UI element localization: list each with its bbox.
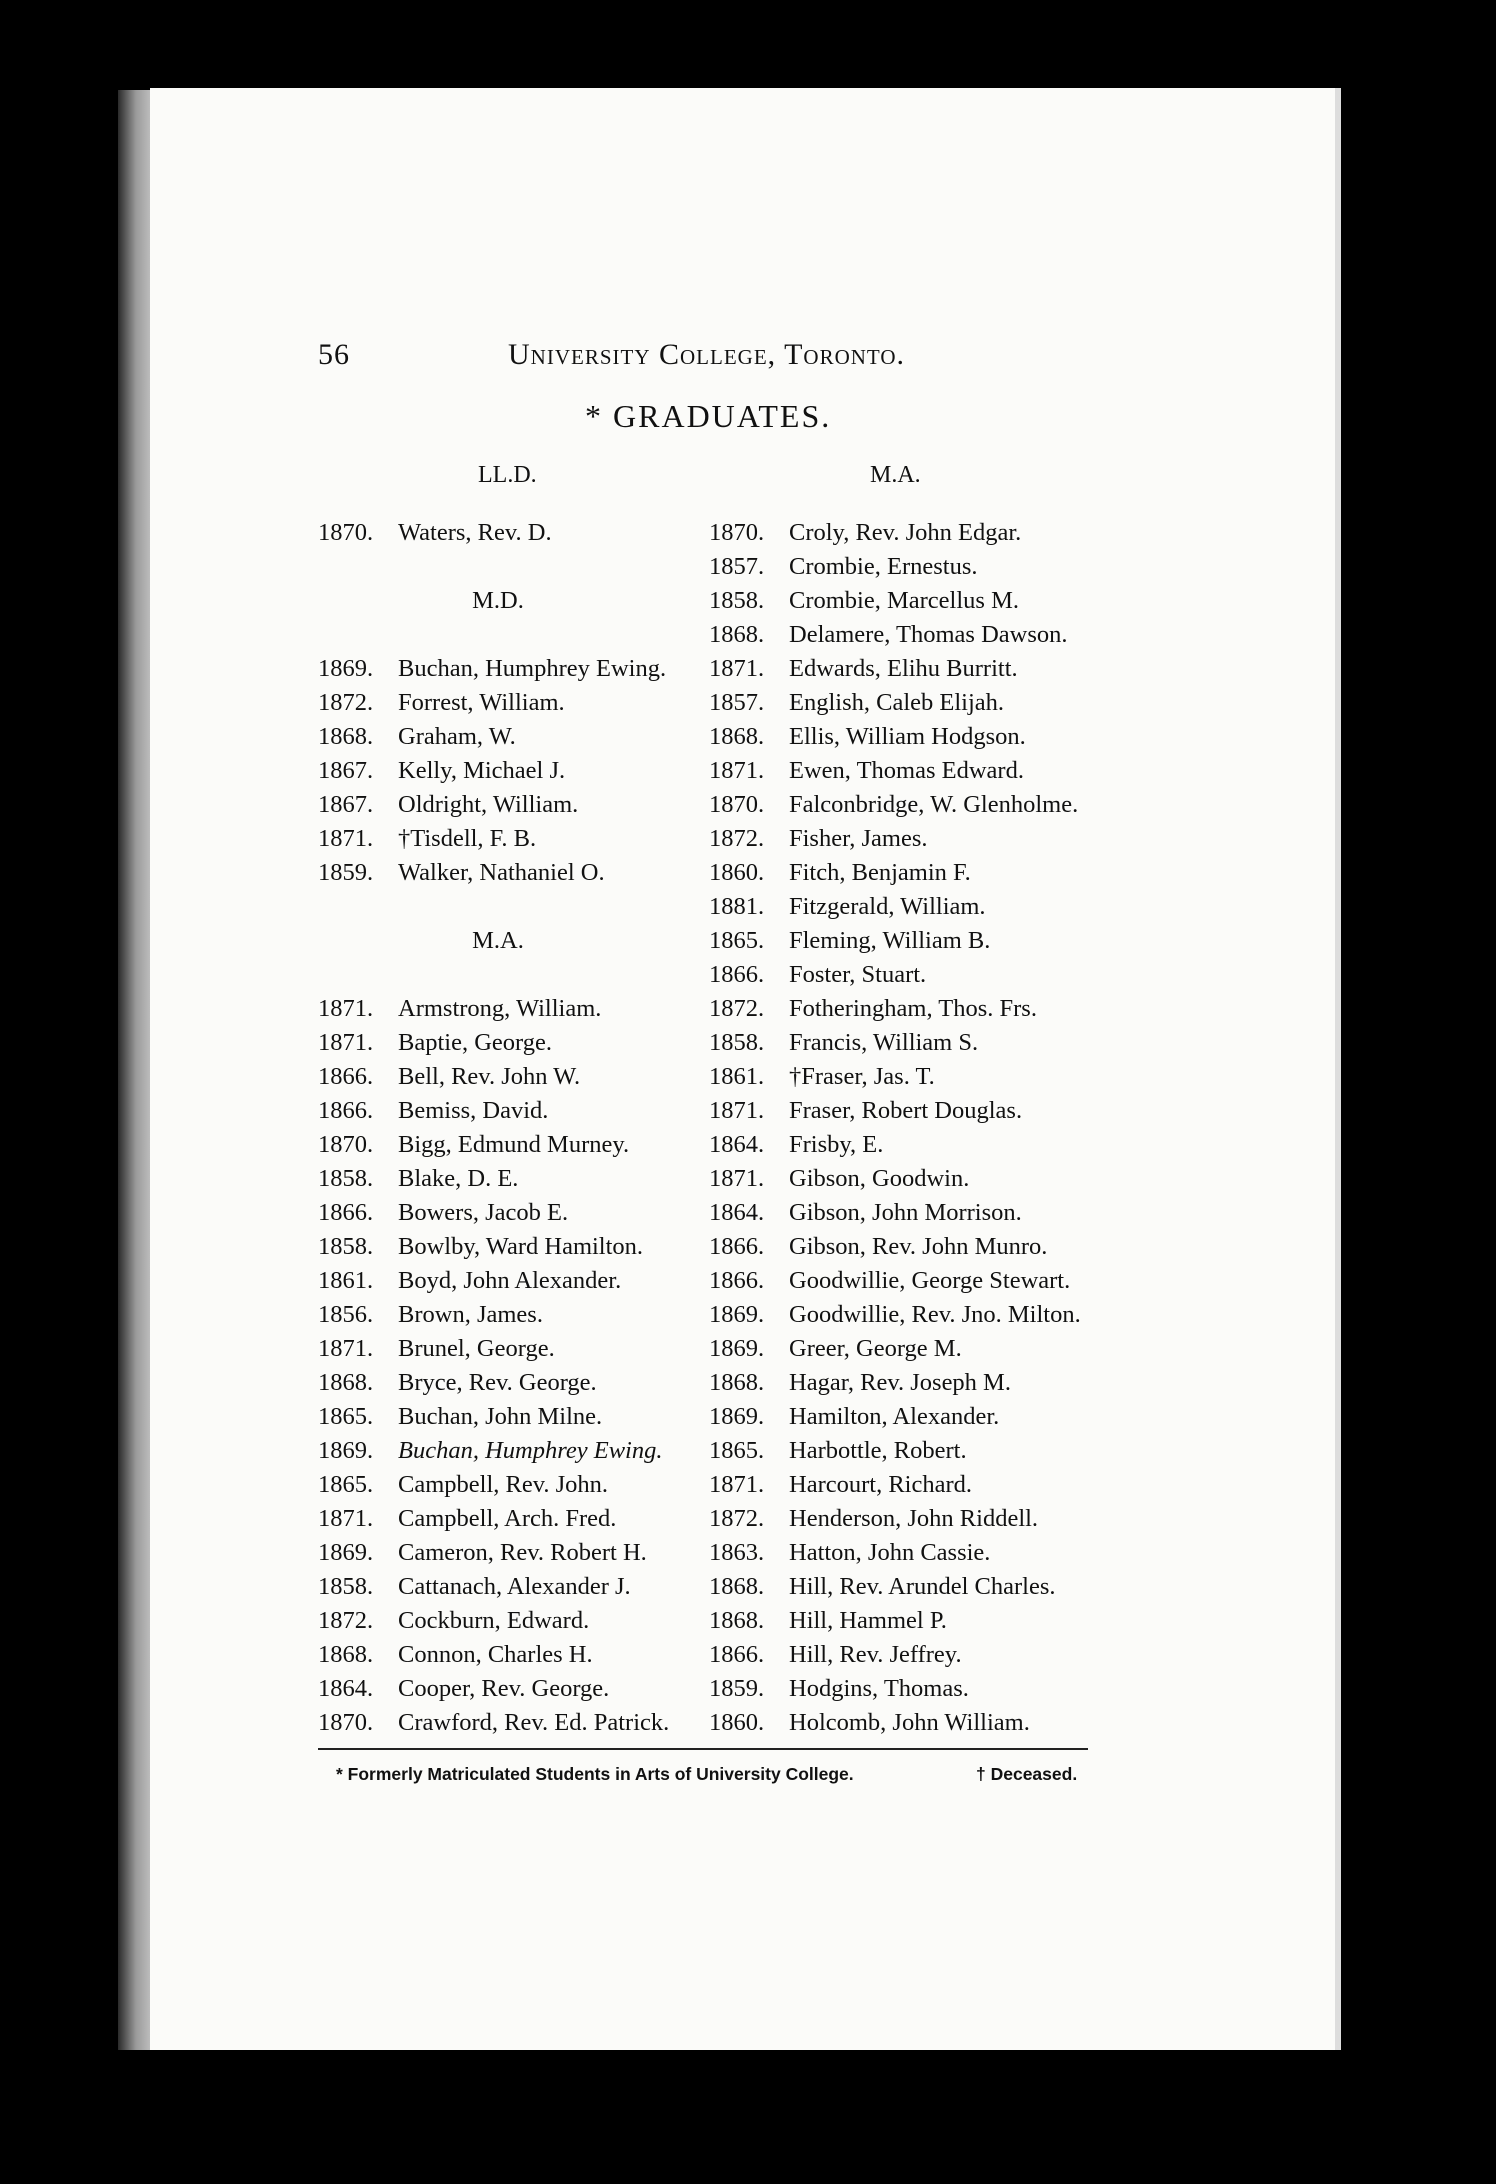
graduation-year: 1866. (318, 1199, 374, 1226)
graduate-name: Campbell, Arch. Fred. (398, 1505, 617, 1532)
facing-page-edge (1335, 88, 1496, 2050)
graduate-entry (709, 1502, 1109, 1536)
graduation-year: 1870. (318, 519, 374, 546)
graduate-name: Crawford, Rev. Ed. Patrick. (398, 1709, 670, 1736)
graduate-entry (709, 1366, 1109, 1400)
graduate-entry (318, 1604, 698, 1638)
graduate-name: Connon, Charles H. (398, 1641, 593, 1668)
graduation-year: 1868. (709, 1607, 765, 1634)
graduation-year: 1869. (709, 1335, 765, 1362)
graduation-year: 1866. (318, 1063, 374, 1090)
graduate-entry (709, 1604, 1109, 1638)
graduation-year: 1865. (318, 1403, 374, 1430)
graduation-year: 1858. (318, 1233, 374, 1260)
graduation-year: 1869. (318, 1437, 374, 1464)
graduate-name: Oldright, William. (398, 791, 579, 818)
graduate-entry (318, 992, 698, 1026)
graduate-name: †Tisdell, F. B. (398, 825, 537, 852)
graduation-year: 1866. (709, 961, 765, 988)
graduate-entry (709, 1672, 1109, 1706)
graduate-entry (709, 1196, 1109, 1230)
graduation-year: 1868. (709, 621, 765, 648)
graduation-year: 1860. (709, 1709, 765, 1736)
graduate-entry (709, 856, 1109, 890)
graduation-year: 1857. (709, 553, 765, 580)
graduate-entry (318, 1502, 698, 1536)
graduate-name: Fisher, James. (789, 825, 928, 852)
graduate-entry (709, 788, 1109, 822)
graduate-name: Blake, D. E. (398, 1165, 519, 1192)
graduate-name: Goodwillie, George Stewart. (789, 1267, 1071, 1294)
graduation-year: 1871. (318, 1029, 374, 1056)
graduate-entry (318, 516, 698, 550)
graduate-name: Fotheringham, Thos. Frs. (789, 995, 1037, 1022)
graduate-name: Cattanach, Alexander J. (398, 1573, 631, 1600)
graduate-entry (318, 1570, 698, 1604)
graduate-entry (709, 584, 1109, 618)
graduate-entry (709, 1638, 1109, 1672)
graduate-entry (318, 1434, 698, 1468)
graduate-name: Brown, James. (398, 1301, 543, 1328)
graduate-entry (318, 1162, 698, 1196)
graduate-entry (709, 1434, 1109, 1468)
graduate-entry (318, 1366, 698, 1400)
heading-md: M.D. (472, 587, 524, 614)
graduate-name: Bell, Rev. John W. (398, 1063, 581, 1090)
graduate-entry (709, 516, 1109, 550)
graduate-entry (709, 1060, 1109, 1094)
running-title: University College, Toronto. (508, 338, 906, 371)
graduate-name: Hill, Rev. Jeffrey. (789, 1641, 962, 1668)
graduation-year: 1861. (709, 1063, 765, 1090)
graduate-entry (709, 1162, 1109, 1196)
graduate-name: Delamere, Thomas Dawson. (789, 621, 1068, 648)
graduate-entry (709, 618, 1109, 652)
graduate-name: Greer, George M. (789, 1335, 962, 1362)
graduate-name: Ewen, Thomas Edward. (789, 757, 1024, 784)
graduate-entry (318, 1536, 698, 1570)
graduate-name: Foster, Stuart. (789, 961, 927, 988)
graduate-name: Cooper, Rev. George. (398, 1675, 610, 1702)
graduation-year: 1866. (709, 1641, 765, 1668)
graduate-name: Harcourt, Richard. (789, 1471, 972, 1498)
graduate-entry (318, 754, 698, 788)
footnote (336, 1764, 1078, 1785)
graduation-year: 1869. (318, 1539, 374, 1566)
graduate-name: Bemiss, David. (398, 1097, 549, 1124)
graduation-year: 1867. (318, 757, 374, 784)
graduate-name: Armstrong, William. (398, 995, 602, 1022)
graduate-name: Buchan, Humphrey Ewing. (398, 1437, 663, 1464)
graduate-entry (318, 1400, 698, 1434)
graduate-entry (318, 1298, 698, 1332)
graduation-year: 1870. (709, 519, 765, 546)
graduate-name: Buchan, John Milne. (398, 1403, 603, 1430)
graduate-entry (318, 1638, 698, 1672)
graduation-year: 1871. (709, 655, 765, 682)
graduate-entry (709, 924, 1109, 958)
graduate-name: Ellis, William Hodgson. (789, 723, 1026, 750)
graduate-name: Cockburn, Edward. (398, 1607, 590, 1634)
graduate-entry (709, 1264, 1109, 1298)
graduate-entry (709, 1332, 1109, 1366)
graduate-name: English, Caleb Elijah. (789, 689, 1005, 716)
heading-lld: LL.D. (478, 462, 537, 488)
graduate-name: Gibson, John Morrison. (789, 1199, 1022, 1226)
graduate-name: Bryce, Rev. George. (398, 1369, 597, 1396)
graduate-name: Gibson, Goodwin. (789, 1165, 970, 1192)
graduate-name: Hamilton, Alexander. (789, 1403, 1000, 1430)
graduation-year: 1868. (318, 723, 374, 750)
graduate-name: Forrest, William. (398, 689, 565, 716)
graduate-name: Gibson, Rev. John Munro. (789, 1233, 1048, 1260)
graduate-name: Graham, W. (398, 723, 516, 750)
graduation-year: 1871. (709, 757, 765, 784)
graduate-entry (318, 652, 698, 686)
graduate-entry (318, 1196, 698, 1230)
graduate-entry (318, 1128, 698, 1162)
graduate-entry (318, 1706, 698, 1740)
graduation-year: 1858. (318, 1165, 374, 1192)
heading-ma-right: M.A. (870, 462, 921, 488)
graduate-name: Fraser, Robert Douglas. (789, 1097, 1023, 1124)
graduation-year: 1863. (709, 1539, 765, 1566)
graduation-year: 1868. (709, 723, 765, 750)
graduate-entry (318, 788, 698, 822)
graduate-entry (709, 958, 1109, 992)
graduation-year: 1866. (709, 1267, 765, 1294)
graduate-name: Francis, William S. (789, 1029, 979, 1056)
graduation-year: 1881. (709, 893, 765, 920)
graduation-year: 1867. (318, 791, 374, 818)
graduation-year: 1871. (318, 1335, 374, 1362)
graduate-name: Crombie, Marcellus M. (789, 587, 1019, 614)
graduate-entry (709, 1298, 1109, 1332)
graduation-year: 1865. (709, 927, 765, 954)
graduate-entry (318, 1672, 698, 1706)
left-column (318, 516, 698, 1740)
page-number: 56 (318, 338, 350, 371)
graduation-year: 1869. (318, 655, 374, 682)
graduation-year: 1861. (318, 1267, 374, 1294)
graduate-name: Hill, Rev. Arundel Charles. (789, 1573, 1056, 1600)
graduation-year: 1865. (709, 1437, 765, 1464)
graduation-year: 1857. (709, 689, 765, 716)
graduate-entry (709, 1536, 1109, 1570)
graduate-entry (318, 1026, 698, 1060)
graduate-name: Harbottle, Robert. (789, 1437, 967, 1464)
graduate-entry (709, 1026, 1109, 1060)
graduate-name: Campbell, Rev. John. (398, 1471, 609, 1498)
graduate-entry (709, 1128, 1109, 1162)
graduate-entry (318, 1060, 698, 1094)
graduate-name: Bigg, Edmund Murney. (398, 1131, 630, 1158)
graduate-name: Hill, Hammel P. (789, 1607, 947, 1634)
graduation-year: 1871. (318, 825, 374, 852)
graduate-name: Edwards, Elihu Burritt. (789, 655, 1018, 682)
graduate-entry (709, 1570, 1109, 1604)
graduate-name: Holcomb, John William. (789, 1709, 1030, 1736)
graduation-year: 1868. (709, 1369, 765, 1396)
graduate-entry (318, 686, 698, 720)
graduation-year: 1869. (709, 1301, 765, 1328)
graduate-name: Falconbridge, W. Glenholme. (789, 791, 1079, 818)
footnote-matriculated: * Formerly Matriculated Students in Arts of University College. (336, 1764, 854, 1784)
graduate-name: Goodwillie, Rev. Jno. Milton. (789, 1301, 1081, 1328)
graduation-year: 1866. (709, 1233, 765, 1260)
graduate-entry (318, 1094, 698, 1128)
graduation-year: 1871. (709, 1165, 765, 1192)
graduate-entry (709, 754, 1109, 788)
graduate-entry (709, 822, 1109, 856)
graduate-entry (709, 1400, 1109, 1434)
page-title: * GRADUATES. (585, 398, 832, 434)
graduate-entry (709, 1094, 1109, 1128)
graduate-name: Boyd, John Alexander. (398, 1267, 622, 1294)
right-column (709, 516, 1109, 1740)
graduation-year: 1858. (709, 1029, 765, 1056)
graduation-year: 1868. (709, 1573, 765, 1600)
graduate-name: Fitzgerald, William. (789, 893, 986, 920)
graduate-entry (709, 1230, 1109, 1264)
graduate-entry (709, 652, 1109, 686)
graduate-entry (318, 720, 698, 754)
graduate-name: Crombie, Ernestus. (789, 553, 978, 580)
graduate-name: Frisby, E. (789, 1131, 884, 1158)
graduation-year: 1868. (318, 1369, 374, 1396)
graduation-year: 1871. (709, 1097, 765, 1124)
graduation-year: 1872. (318, 1607, 374, 1634)
graduate-name: Hatton, John Cassie. (789, 1539, 991, 1566)
graduation-year: 1858. (318, 1573, 374, 1600)
graduation-year: 1860. (709, 859, 765, 886)
graduation-year: 1870. (318, 1709, 374, 1736)
graduation-year: 1866. (318, 1097, 374, 1124)
graduate-name: Fitch, Benjamin F. (789, 859, 971, 886)
graduate-name: Hagar, Rev. Joseph M. (789, 1369, 1011, 1396)
graduation-year: 1871. (318, 1505, 374, 1532)
graduate-name: Baptie, George. (398, 1029, 552, 1056)
graduation-year: 1868. (318, 1641, 374, 1668)
graduate-name: Walker, Nathaniel O. (398, 859, 605, 886)
graduate-name: Buchan, Humphrey Ewing. (398, 655, 667, 682)
graduate-name: Hodgins, Thomas. (789, 1675, 969, 1702)
graduate-entry (709, 720, 1109, 754)
graduation-year: 1872. (709, 825, 765, 852)
graduation-year: 1872. (709, 995, 765, 1022)
graduate-entry (318, 856, 698, 890)
graduate-name: Bowers, Jacob E. (398, 1199, 569, 1226)
graduate-name: Croly, Rev. John Edgar. (789, 519, 1022, 546)
graduation-year: 1870. (709, 791, 765, 818)
graduation-year: 1871. (709, 1471, 765, 1498)
graduation-year: 1856. (318, 1301, 374, 1328)
graduate-entry (318, 822, 698, 856)
graduation-year: 1871. (318, 995, 374, 1022)
graduate-name: Henderson, John Riddell. (789, 1505, 1039, 1532)
graduation-year: 1858. (709, 587, 765, 614)
graduate-entry (318, 1264, 698, 1298)
graduate-entry (709, 992, 1109, 1026)
graduation-year: 1864. (318, 1675, 374, 1702)
graduation-year: 1864. (709, 1131, 765, 1158)
graduate-name: Kelly, Michael J. (398, 757, 566, 784)
graduate-name: Cameron, Rev. Robert H. (398, 1539, 647, 1566)
graduate-entry (709, 1706, 1109, 1740)
graduate-entry (709, 550, 1109, 584)
graduate-name: †Fraser, Jas. T. (789, 1063, 935, 1090)
graduate-entry (709, 686, 1109, 720)
graduate-entry (709, 1468, 1109, 1502)
graduation-year: 1872. (709, 1505, 765, 1532)
graduation-year: 1872. (318, 689, 374, 716)
graduation-year: 1865. (318, 1471, 374, 1498)
graduation-year: 1870. (318, 1131, 374, 1158)
graduate-name: Fleming, William B. (789, 927, 991, 954)
graduate-entry (709, 890, 1109, 924)
graduate-entry (318, 1332, 698, 1366)
footnote-deceased: † Deceased. (976, 1764, 1078, 1784)
graduation-year: 1859. (318, 859, 374, 886)
graduation-year: 1869. (709, 1403, 765, 1430)
graduation-year: 1859. (709, 1675, 765, 1702)
graduate-name: Brunel, George. (398, 1335, 555, 1362)
heading-ma-left: M.A. (472, 927, 524, 954)
footnote-rule (318, 1748, 1088, 1750)
graduation-year: 1864. (709, 1199, 765, 1226)
graduate-name: Waters, Rev. D. (398, 519, 552, 546)
graduate-entry (318, 1468, 698, 1502)
graduate-entry (318, 1230, 698, 1264)
graduate-name: Bowlby, Ward Hamilton. (398, 1233, 644, 1260)
